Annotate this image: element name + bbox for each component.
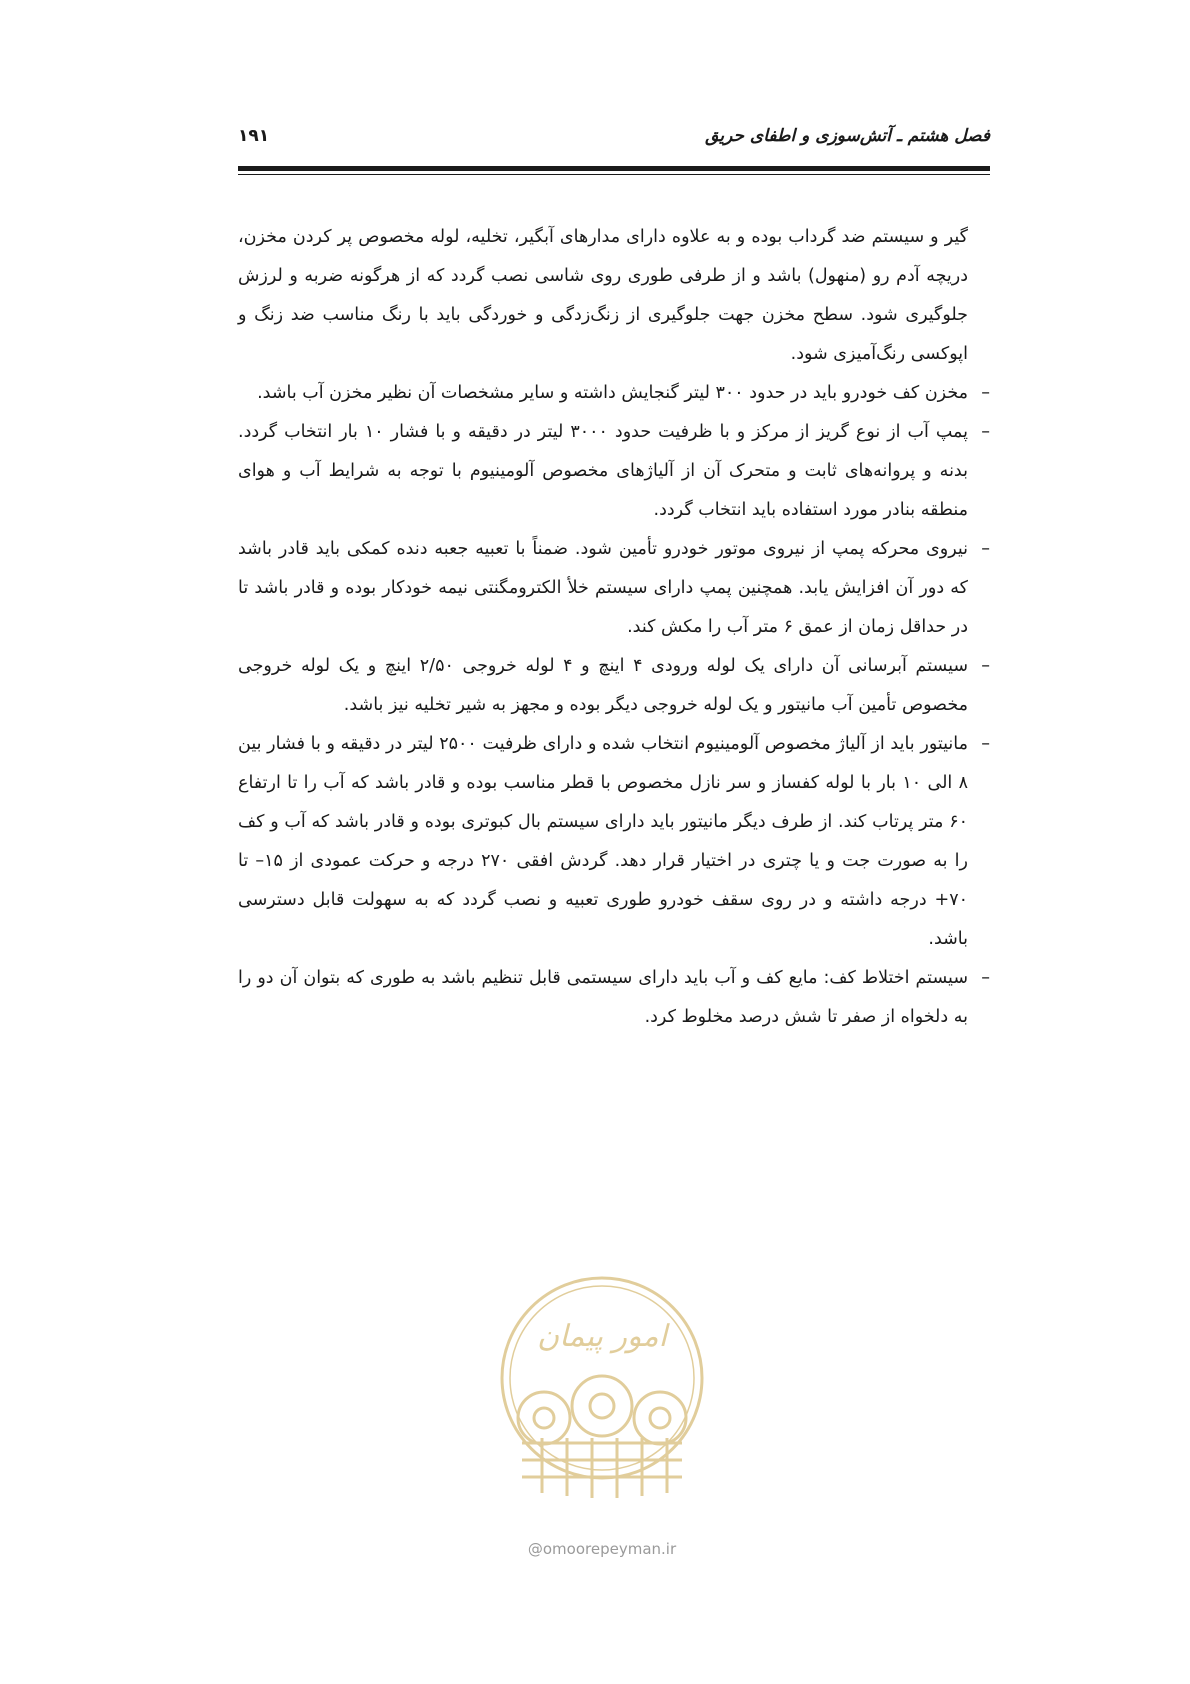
page-header bbox=[238, 126, 990, 162]
list-dash: – bbox=[981, 656, 990, 676]
intro-paragraph: گیر و سیستم ضد گرداب بوده و به علاوه دارای مدارهای آبگیر، تخلیه، لوله مخصوص پر کردن مخزن، دریچه آدم رو (منهول) باشد و از طرفی طوری روی شاسی نصب گردد که از هرگونه ضربه و لرزش جلوگیری شود. سطح مخزن جهت جلوگیری از زنگ‌زدگی و خوردگی باید با رنگ مناسب ضد زنگ و اپوکسی رنگ‌آمیزی شود. bbox=[238, 227, 968, 364]
list-dash: – bbox=[981, 539, 990, 559]
list-dash: – bbox=[981, 383, 990, 403]
list-item-text: مانیتور باید از آلیاژ مخصوص آلومینیوم انتخاب شده و دارای ظرفیت ۲۵۰۰ لیتر در دقیقه و با فشار بین ۸ الی ۱۰ بار با لوله کفساز و سر نازل مخصوص با قطر مناسب بوده و قادر باشد که آب را تا ارتفاع ۶۰ متر پرتاب کند. از طرف دیگر مانیتور باید دارای سیستم بال کبوتری بوده و قادر باشد که آب و کف را به صورت جت و یا چتری در اختیار قرار دهد. گردش افقی ۲۷۰ درجه و حرکت عمودی از ۱۵– تا ۷۰+ درجه داشته و در روی سقف خودرو طوری تعبیه و نصب گردد که به سهولت قابل دسترسی باشد. bbox=[238, 734, 968, 949]
header-rule-thick bbox=[238, 166, 990, 171]
list-item-text: نیروی محرکه پمپ از نیروی موتور خودرو تأمین شود. ضمناً با تعبیه جعبه دنده کمکی باید قادر باشد که دور آن افزایش یابد. همچنین پمپ دارای سیستم خلأ الکترومگنتی نیمه خودکار بوده و قادر باشد تا در حداقل زمان از عمق ۶ متر آب را مکش کند. bbox=[238, 539, 968, 637]
list-item-text: مخزن کف خودرو باید در حدود ۳۰۰ لیتر گنجایش داشته و سایر مشخصات آن نظیر مخزن آب باشد. bbox=[257, 383, 968, 403]
body-text bbox=[238, 218, 990, 1037]
list-item-text: سیستم آبرسانی آن دارای یک لوله ورودی ۴ اینچ و ۴ لوله خروجی ۲/۵۰ اینچ و یک لوله خروجی مخصوص تأمین آب مانیتور و یک لوله خروجی دیگر بوده و مجهز به شیر تخلیه نیز باشد. bbox=[238, 656, 969, 715]
watermark-logo bbox=[492, 1268, 712, 1508]
chapter-title: فصل هشتم ـ آتش‌سوزی و اطفای حریق bbox=[705, 126, 990, 146]
page-number: ۱۹۱ bbox=[238, 126, 270, 146]
list-item bbox=[238, 413, 990, 530]
list-item bbox=[238, 959, 990, 1037]
list-item bbox=[238, 647, 990, 725]
header-rule-thin bbox=[238, 174, 990, 175]
list-item bbox=[238, 530, 990, 647]
list-item-text: پمپ آب از نوع گریز از مرکز و با ظرفیت حدود ۳۰۰۰ لیتر در دقیقه و با فشار ۱۰ بار انتخاب گردد. بدنه و پروانه‌های ثابت و متحرک آن از آلیاژهای مخصوص آلومینیوم با توجه به شرایط آب و هوای منطقه بنادر مورد استفاده باید انتخاب گردد. bbox=[238, 422, 968, 520]
list-item bbox=[238, 725, 990, 959]
list-item bbox=[238, 374, 990, 413]
watermark-logo-text: امور پیمان bbox=[537, 1319, 667, 1354]
watermark-site: @omoorepeyman.ir bbox=[527, 1540, 677, 1558]
list-dash: – bbox=[981, 734, 990, 754]
list-dash: – bbox=[981, 968, 990, 988]
list-item-text: سیستم اختلاط کف: مایع کف و آب باید دارای سیستمی قابل تنظیم باشد به طوری که بتوان آن دو را به دلخواه از صفر تا شش درصد مخلوط کرد. bbox=[238, 968, 968, 1027]
list-dash: – bbox=[981, 422, 990, 442]
